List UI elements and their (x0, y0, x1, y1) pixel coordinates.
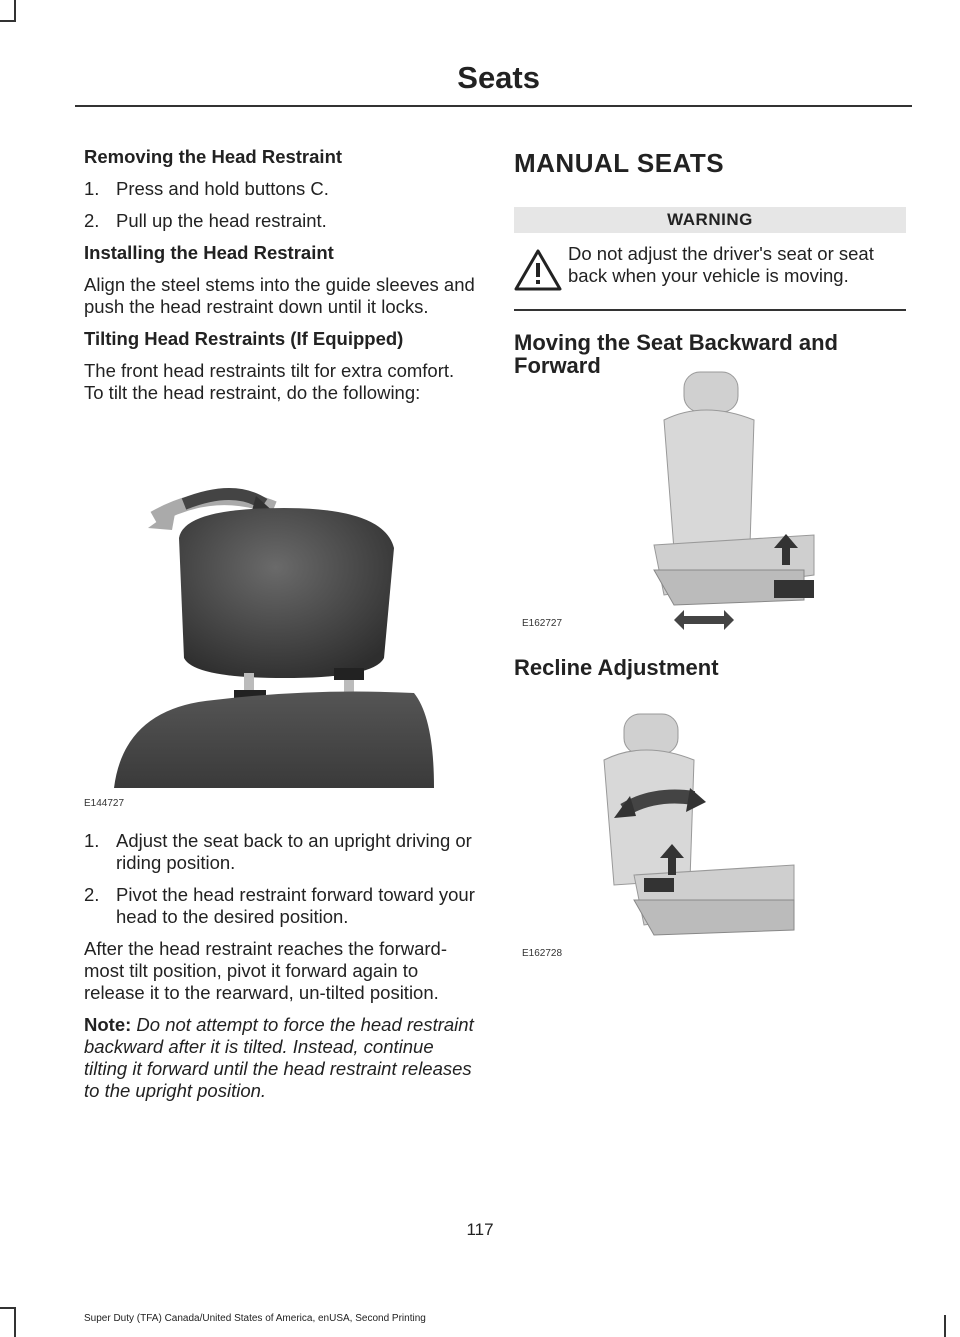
list-item (84, 884, 476, 928)
seat-fore-aft-illustration (514, 370, 906, 638)
crop-mark (14, 1307, 16, 1337)
step-text: Press and hold buttons C. (116, 178, 329, 199)
installing-heading: Installing the Head Restraint (84, 242, 334, 263)
list-item (84, 178, 476, 200)
crop-mark (0, 1307, 16, 1309)
figure-code: E162728 (522, 948, 563, 959)
left-column-lower (84, 830, 476, 1112)
tilt-steps (84, 830, 476, 928)
note-label: Note: (84, 1014, 132, 1035)
crop-mark (944, 1315, 946, 1337)
figure-code: E162727 (522, 618, 563, 629)
recline-heading: Recline Adjustment (514, 655, 719, 680)
warning-text: Do not adjust the driver's seat or seat back when your vehicle is moving. (568, 243, 874, 286)
warning-triangle-icon (514, 247, 570, 293)
removing-heading: Removing the Head Restraint (84, 146, 343, 167)
step-text: Pull up the head restraint. (116, 210, 327, 231)
page-header-title: Seats (457, 60, 540, 95)
list-item (84, 830, 476, 874)
right-column (514, 146, 906, 397)
head-restraint-figure (84, 478, 476, 818)
installing-text: Align the steel stems into the guide sleeves and push the head restraint down until it locks. (84, 274, 475, 317)
figure-code: E144727 (84, 798, 125, 809)
seat-fore-aft-figure (514, 370, 906, 638)
head-restraint-illustration (84, 478, 476, 818)
crop-mark (14, 0, 16, 22)
step-text: Adjust the seat back to an upright driving or riding position. (116, 830, 472, 873)
left-column (84, 146, 476, 414)
warning-bar: WARNING (514, 207, 906, 233)
page-number: 117 (466, 1220, 494, 1239)
step-number: 1. (84, 178, 100, 199)
removing-steps (84, 178, 476, 232)
seat-recline-figure (514, 700, 906, 968)
warning-row (514, 243, 906, 311)
step-number: 1. (84, 830, 100, 851)
moving-heading: Moving the Seat Backward and Forward (514, 330, 838, 378)
crop-mark (0, 20, 16, 22)
header-rule (75, 105, 912, 107)
note-text: Do not attempt to force the head restraint backward after it is tilted. Instead, continue tilting it forward until the head restraint releases to the upright position. (84, 1014, 474, 1101)
section-title: MANUAL SEATS (514, 148, 725, 178)
footer-text: Super Duty (TFA) Canada/United States of America, enUSA, Second Printing (84, 1313, 426, 1324)
note (84, 1014, 476, 1102)
step-number: 2. (84, 884, 100, 905)
list-item (84, 210, 476, 232)
tilting-text: The front head restraints tilt for extra comfort. To tilt the head restraint, do the following: (84, 360, 455, 403)
step-number: 2. (84, 210, 100, 231)
seat-recline-illustration (514, 700, 906, 968)
step-text: Pivot the head restraint forward toward your head to the desired position. (116, 884, 475, 927)
tilting-heading: Tilting Head Restraints (If Equipped) (84, 328, 404, 349)
after-text: After the head restraint reaches the forward-most tilt position, pivot it forward again to release it to the rearward, un-tilted position. (84, 938, 447, 1003)
